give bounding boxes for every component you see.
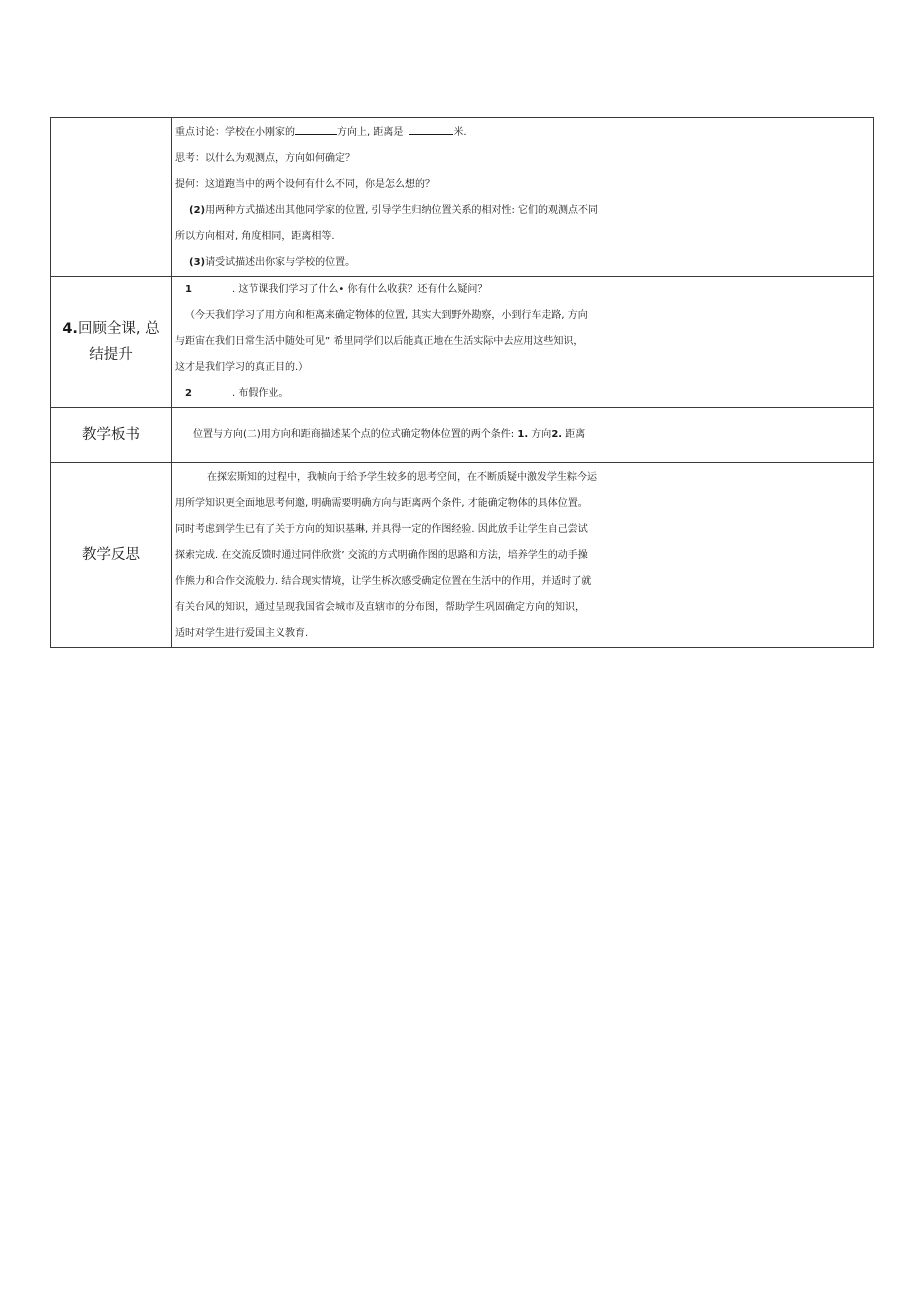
question-1-text: . 这节课我们学习了什么• 你有什么收获？还有什么疑问？ — [231, 284, 488, 295]
question-2-number: 2 — [185, 388, 192, 399]
board-content — [172, 408, 874, 463]
row-label-reflection: 教学反思 — [51, 463, 172, 648]
row-label-review — [51, 277, 172, 408]
fill-blank-direction — [295, 118, 337, 135]
item-2-line — [175, 198, 871, 224]
table-row-review — [51, 277, 874, 408]
board-number-1: 1. — [517, 429, 529, 440]
reflection-line-2: 用所学知识更全面地思考何邀, 明确需要明确方向与距离两个条件, 才能确定物体的具体位置。 — [175, 498, 588, 509]
board-text-direction: 方向 — [528, 429, 552, 440]
review-label-text1: 回顾全课, 总 — [77, 321, 160, 337]
board-text: 位置与方向(二)用方向和距商描述某个点的位式确定物体位置的两个条件: — [193, 429, 518, 440]
ask-line: 提何：这道跑当中的两个设何有什么不同，你是怎么想的？ — [175, 179, 435, 190]
summary-para-line1: （今天我们学习了用方向和柜离来确定物体的位置, 其实大到野外勘察，小到行车走路, 方向 — [185, 310, 588, 321]
item-3-text: 请受试描述出你家与学校的位置。 — [205, 257, 356, 268]
reflection-line-7: 适时对学生进行爱国主义教育. — [175, 628, 309, 639]
review-content — [172, 277, 874, 408]
item-2-text: 用两种方式描述出其他同学家的位置, 引导学生归纳位置关系的相对性: 它们的观测点不同 — [205, 205, 599, 216]
table-row-discussion — [51, 118, 874, 277]
table-row-board — [51, 408, 874, 463]
discussion-content — [172, 118, 874, 277]
question-1-number: 1 — [185, 284, 192, 295]
table-row-reflection — [51, 463, 874, 648]
question-2-line — [175, 381, 871, 407]
discussion-text-suffix: 米. — [453, 127, 467, 138]
question-1-line — [175, 277, 871, 303]
reflection-line-3: 同时考虑到学生已有了关于方向的知识基琳, 并具得一定的作图经验. 因此放手让学生自己尝试 — [175, 524, 588, 535]
review-label-number: 4. — [62, 321, 78, 337]
discussion-text: 重点讨论：学校在小刚家的 — [175, 127, 295, 138]
reflection-content — [172, 463, 874, 648]
review-label-line1 — [62, 321, 159, 337]
reflection-line-1: 在探宏斯知的过程中，我帧向于给予学生较多的思考空间，在不断质疑中激发学生粽今运 — [207, 472, 597, 483]
item-2-continuation: 所以方向相对, 角度相同，距离相等. — [175, 231, 335, 242]
row-label-empty — [51, 118, 172, 277]
board-text-distance: 距离 — [562, 429, 586, 440]
review-label-line2: 结提升 — [89, 347, 133, 363]
board-line — [175, 422, 871, 448]
summary-para-line3: 这才是我们学习的真正目的.） — [175, 362, 309, 373]
question-2-text: . 布假作业。 — [231, 388, 289, 399]
discussion-line — [175, 118, 871, 146]
item-3-number: (3) — [189, 257, 206, 268]
summary-para-line2: 与距宙在我们日常生活中随处可见” 希里同学们以后能真正地在生活实际中去应用这些知识， — [175, 336, 584, 347]
item-2-number: (2) — [189, 205, 206, 216]
item-3-line — [175, 250, 871, 276]
reflection-line-4: 探索完成. 在交流反馈时通过同伴欣赏’ 交流的方式明确作图的思路和方法，培养学生的动手操 — [175, 550, 588, 561]
row-label-board: 教学板书 — [51, 408, 172, 463]
think-line: 思考：以什么为观测点，方向如何确定？ — [175, 153, 355, 164]
board-number-2: 2. — [551, 429, 563, 440]
lesson-plan-table — [50, 117, 874, 648]
reflection-line-5: 作熊力和合作交流般力. 结合现实情境，让学生柝次感受确定位置在生活中的作用，并适时了就 — [175, 576, 592, 587]
discussion-text-mid: 方向上, 距离是 — [337, 127, 404, 138]
fill-blank-distance — [409, 118, 453, 135]
reflection-line-6: 有关台风的知识，通过呈现我国省会城市及直辖市的分布图，帮助学生巩固确定方向的知识， — [175, 602, 585, 613]
